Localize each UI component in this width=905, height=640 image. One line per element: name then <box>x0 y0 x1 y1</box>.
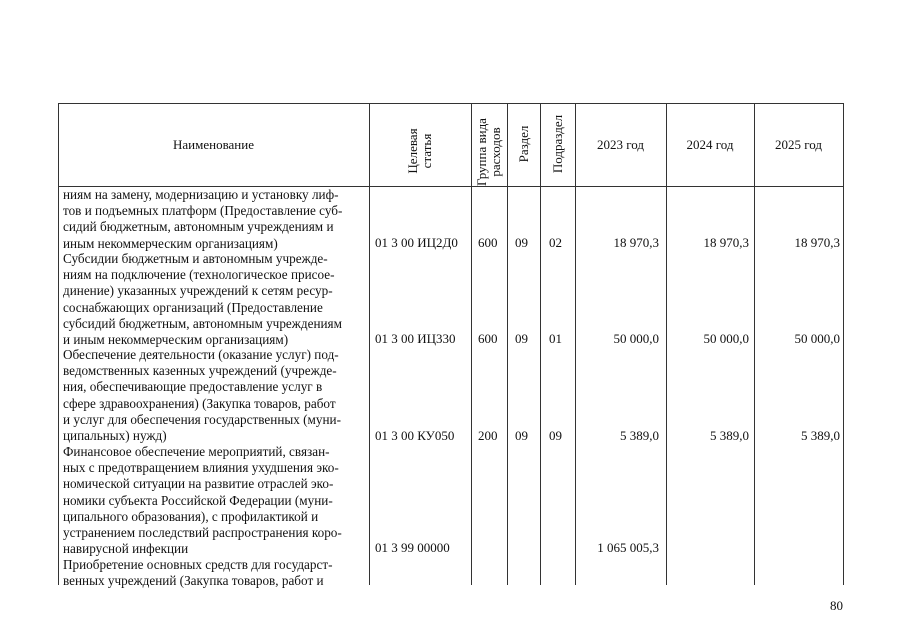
row-code: 01 3 00 КУ050 <box>375 428 455 443</box>
row-value-2023: 1 065 005,3 <box>597 540 659 555</box>
header-subsection: Подраздел <box>550 114 565 174</box>
header-section: Раздел <box>516 125 531 163</box>
row-value-2023: 50 000,0 <box>613 331 659 346</box>
row-value-2025: 5 389,0 <box>801 428 840 443</box>
header-2024: 2024 год <box>686 137 734 152</box>
col-border <box>471 103 472 585</box>
row-section: 09 <box>515 428 528 443</box>
row-subsection: 02 <box>549 235 562 250</box>
row-section: 09 <box>515 235 528 250</box>
row-code: 01 3 00 ИЦ330 <box>375 331 456 346</box>
row-value-2024: 50 000,0 <box>703 331 749 346</box>
row-value-2023: 18 970,3 <box>613 235 659 250</box>
table-row-name: Субсидии бюджетным и автономным учрежде- ниям на подключение (технологическое присое- динение) указанных учреждений к сетям ресур- соснабжающих организаций (Предоставление субсидий бюджетным, автономным учреждениям и иным некоммерческим организациям) <box>63 251 342 348</box>
col-border <box>507 103 508 585</box>
row-group: 200 <box>478 428 498 443</box>
row-value-2025: 18 970,3 <box>794 235 840 250</box>
header-2023: 2023 год <box>597 137 644 152</box>
row-value-2024: 18 970,3 <box>703 235 749 250</box>
table-row-name: Приобретение основных средств для государст- венных учреждений (Закупка товаров, работ и <box>63 557 333 589</box>
row-value-2024: 5 389,0 <box>710 428 749 443</box>
row-code: 01 3 99 00000 <box>375 540 450 555</box>
col-border <box>540 103 541 585</box>
row-section: 09 <box>515 331 528 346</box>
row-value-2023: 5 389,0 <box>620 428 659 443</box>
table-row-name: Обеспечение деятельности (оказание услуг) под- ведомственных казенных учреждений (учрежде- ния, обеспечивающие предоставление услуг в сфере здравоохранения) (Закупка товаров, работ и услуг для обеспечения государственных (муни- ципальных) нужд) <box>63 347 341 444</box>
header-group: Группа вида расходов <box>474 118 503 186</box>
row-subsection: 09 <box>549 428 562 443</box>
col-border <box>58 103 59 585</box>
row-code: 01 3 00 ИЦ2Д0 <box>375 235 458 250</box>
row-group: 600 <box>478 235 498 250</box>
row-subsection: 01 <box>549 331 562 346</box>
table-top-border <box>58 103 844 104</box>
header-2025: 2025 год <box>775 137 822 152</box>
row-group: 600 <box>478 331 498 346</box>
table-row-name: ниям на замену, модернизацию и установку лиф- тов и подъемных платформ (Предоставление суб- сидий бюджетным, автономным учреждениям и иным некоммерческим организациям) <box>63 187 343 251</box>
page-number: 80 <box>830 598 843 613</box>
header-target: Целевая статья <box>405 128 434 174</box>
header-name: Наименование <box>173 137 254 152</box>
col-border <box>369 103 370 585</box>
table-row-name: Финансовое обеспечение мероприятий, связан- ных с предотвращением влияния ухудшения эко- номической ситуации на развитие отраслей эко- номики субъекта Российской Федерации (муни- ципального образования), с профилактикой и устранением последствий распространения коро- навирусной инфекции <box>63 444 342 557</box>
row-value-2025: 50 000,0 <box>794 331 840 346</box>
col-border <box>843 103 844 585</box>
